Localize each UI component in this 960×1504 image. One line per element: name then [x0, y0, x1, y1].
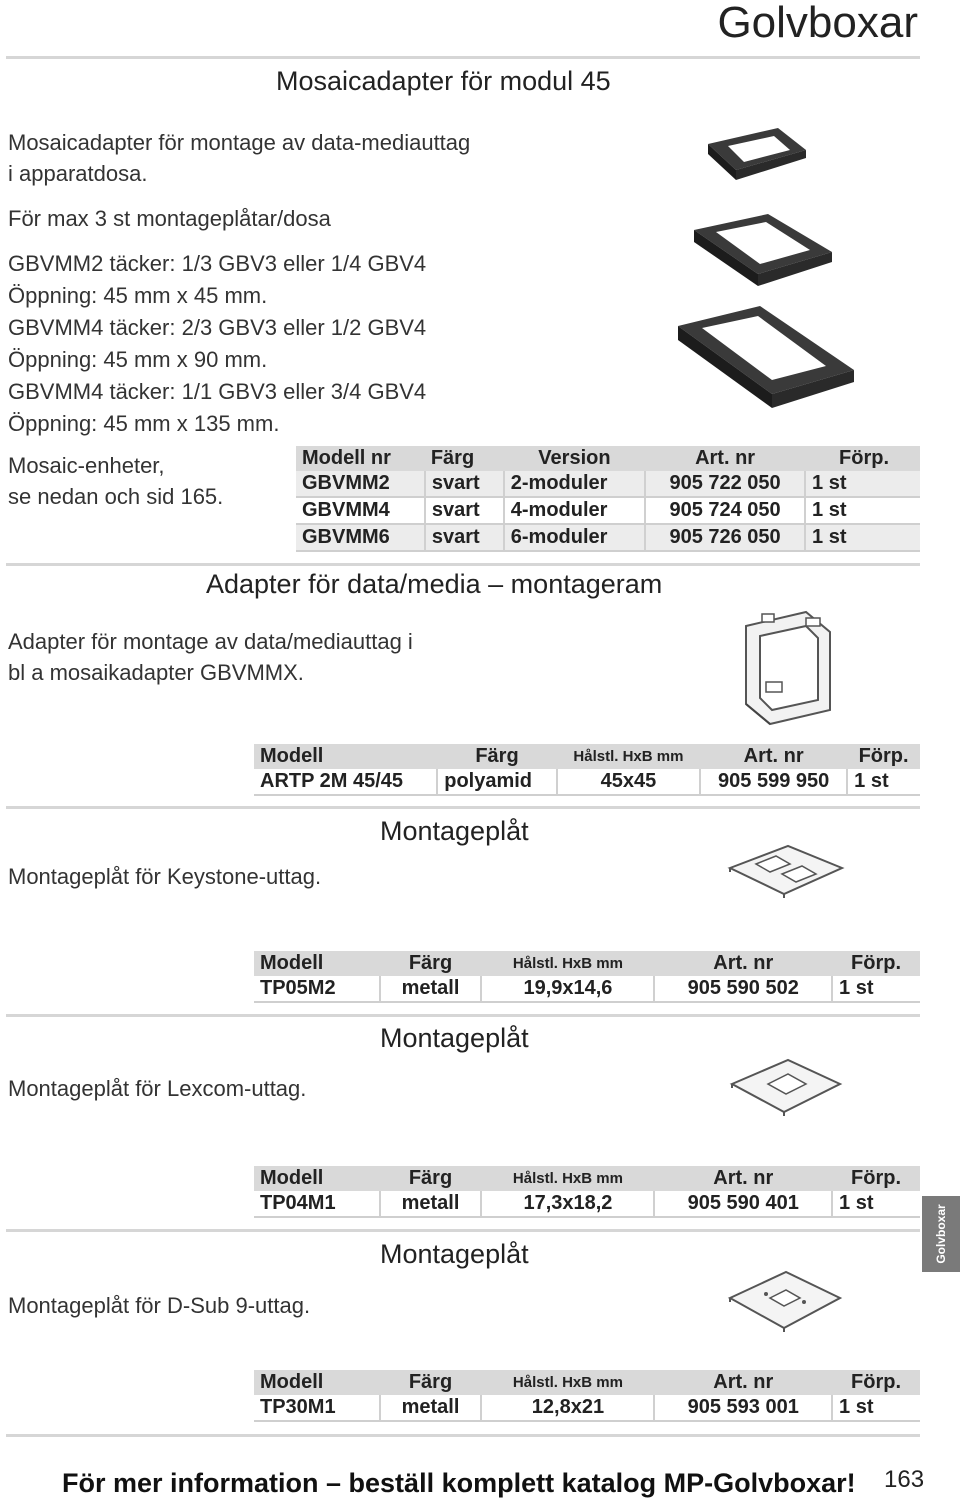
mosaic-reference: Mosaic-enheter, se nedan och sid 165. [8, 453, 224, 509]
table-cell: 1 st [832, 1395, 920, 1421]
table-row [296, 524, 920, 551]
section-divider [6, 1229, 920, 1232]
table-row [296, 471, 920, 497]
tp30m1-table [254, 1370, 920, 1422]
side-tab [922, 1196, 960, 1272]
section-heading-adapter: Adapter för data/media – montageram [206, 569, 663, 599]
table-cell: TP30M1 [254, 1395, 380, 1421]
table-cell: 6-moduler [504, 524, 645, 551]
table-header-cell: Art. nr [645, 446, 805, 471]
page-title: Golvboxar [717, 0, 918, 47]
table-cell: 1 st [805, 471, 920, 497]
table-cell: 905 722 050 [645, 471, 805, 497]
table-header-cell: Förp. [847, 744, 920, 769]
table-cell: svart [425, 471, 504, 497]
table-header-cell: Hålstl. HxB mm [481, 951, 654, 976]
section-note: För max 3 st montageplåtar/dosa [8, 206, 331, 231]
table-cell: 905 726 050 [645, 524, 805, 551]
table-cell: 1 st [805, 497, 920, 524]
section-description: Adapter för montage av data/mediauttag i bl a mosaikadapter GBVMMX. [8, 629, 413, 685]
table-header-cell: Färg [425, 446, 504, 471]
table-cell: 1 st [832, 976, 920, 1002]
section-description: Mosaicadapter för montage av data-mediauttag i apparatdosa. [8, 130, 471, 186]
footer-divider [6, 1434, 920, 1437]
table-row [254, 976, 920, 1002]
footer-catalog-note: För mer information – beställ komplett katalog MP-Golvboxar! [62, 1468, 856, 1498]
table-cell: 1 st [832, 1191, 920, 1217]
gbvmm-table [296, 446, 920, 552]
table-header-cell: Art. nr [654, 951, 832, 976]
tp05m2-table [254, 951, 920, 1003]
table-cell: 19,9x14,6 [481, 976, 654, 1002]
table-cell: 905 590 401 [654, 1191, 832, 1217]
table-cell: 905 590 502 [654, 976, 832, 1002]
table-cell: metall [380, 1191, 482, 1217]
section-description: Montageplåt för Keystone-uttag. [8, 864, 322, 889]
table-cell: svart [425, 497, 504, 524]
section-heading-montageplat-dsub: Montageplåt [380, 1239, 529, 1269]
section-heading-montageplat-keystone: Montageplåt [380, 816, 529, 846]
adapter-frame-image [736, 608, 840, 728]
table-header-cell: Modell [254, 744, 437, 769]
table-cell: 1 st [805, 524, 920, 551]
tp04m1-table [254, 1166, 920, 1218]
table-cell: GBVMM6 [296, 524, 425, 551]
dsub-plate-image [726, 1268, 844, 1332]
table-header-cell: Art. nr [700, 744, 847, 769]
table-cell: TP05M2 [254, 976, 380, 1002]
side-tab-label: Golvboxar [934, 1204, 948, 1264]
section-description: Montageplåt för Lexcom-uttag. [8, 1076, 307, 1101]
table-header-cell: Modell [254, 951, 380, 976]
table-header-cell: Hålstl. HxB mm [481, 1166, 654, 1191]
artp-table [254, 744, 920, 796]
table-header-cell: Förp. [805, 446, 920, 471]
table-cell: 45x45 [557, 769, 700, 795]
table-header-row [254, 1370, 920, 1395]
table-cell: svart [425, 524, 504, 551]
table-cell: 905 599 950 [700, 769, 847, 795]
table-header-row [296, 446, 920, 471]
table-header-cell: Förp. [832, 951, 920, 976]
table-header-cell: Förp. [832, 1370, 920, 1395]
table-cell: 2-moduler [504, 471, 645, 497]
table-cell: metall [380, 1395, 482, 1421]
page-number: 163 [884, 1466, 925, 1493]
table-cell: metall [380, 976, 482, 1002]
table-header-cell: Hålstl. HxB mm [557, 744, 700, 769]
table-cell: 4-moduler [504, 497, 645, 524]
table-cell: ARTP 2M 45/45 [254, 769, 437, 795]
table-header-cell: Förp. [832, 1166, 920, 1191]
table-row [254, 1395, 920, 1421]
table-header-cell: Modell [254, 1166, 380, 1191]
section-divider [6, 1014, 920, 1017]
section-heading-mosaicadapter: Mosaicadapter för modul 45 [276, 66, 611, 96]
table-header-row [254, 744, 920, 769]
section-divider [6, 563, 920, 566]
table-row [254, 769, 920, 795]
table-cell: TP04M1 [254, 1191, 380, 1217]
table-cell: GBVMM2 [296, 471, 425, 497]
table-row [296, 497, 920, 524]
table-header-cell: Färg [380, 1166, 482, 1191]
table-header-cell: Hålstl. HxB mm [481, 1370, 654, 1395]
table-header-row [254, 951, 920, 976]
table-header-cell: Färg [437, 744, 557, 769]
table-cell: 905 593 001 [654, 1395, 832, 1421]
table-header-cell: Modell [254, 1370, 380, 1395]
table-header-cell: Färg [380, 1370, 482, 1395]
header-divider [6, 56, 920, 59]
section-description: Montageplåt för D-Sub 9-uttag. [8, 1293, 311, 1318]
table-cell: 1 st [847, 769, 920, 795]
mosaicadapter-2-module-image [700, 124, 810, 188]
table-cell: 17,3x18,2 [481, 1191, 654, 1217]
keystone-plate-image [726, 842, 846, 898]
coverage-list: GBVMM2 täcker: 1/3 GBV3 eller 1/4 GBV4 Öppning: 45 mm x 45 mm. GBVMM4 täcker: 2/3 GBV3 eller 1/2 GBV4 Öppning: 45 mm x 90 mm. GBVMM4 täcker: 1/1 GBV3 eller 3/4 GBV4 Öppning: 45 mm x 135 mm. [8, 251, 427, 436]
table-header-cell: Art. nr [654, 1166, 832, 1191]
lexcom-plate-image [728, 1056, 844, 1116]
table-header-cell: Modell nr [296, 446, 425, 471]
table-cell: polyamid [437, 769, 557, 795]
table-row [254, 1191, 920, 1217]
table-cell: 12,8x21 [481, 1395, 654, 1421]
table-cell: GBVMM4 [296, 497, 425, 524]
mosaicadapter-4-module-image [686, 208, 836, 300]
section-heading-montageplat-lexcom: Montageplåt [380, 1023, 529, 1053]
table-cell: 905 724 050 [645, 497, 805, 524]
section-divider [6, 806, 920, 809]
table-header-cell: Färg [380, 951, 482, 976]
table-header-cell: Art. nr [654, 1370, 832, 1395]
table-header-cell: Version [504, 446, 645, 471]
mosaicadapter-6-module-image [668, 296, 858, 414]
table-header-row [254, 1166, 920, 1191]
